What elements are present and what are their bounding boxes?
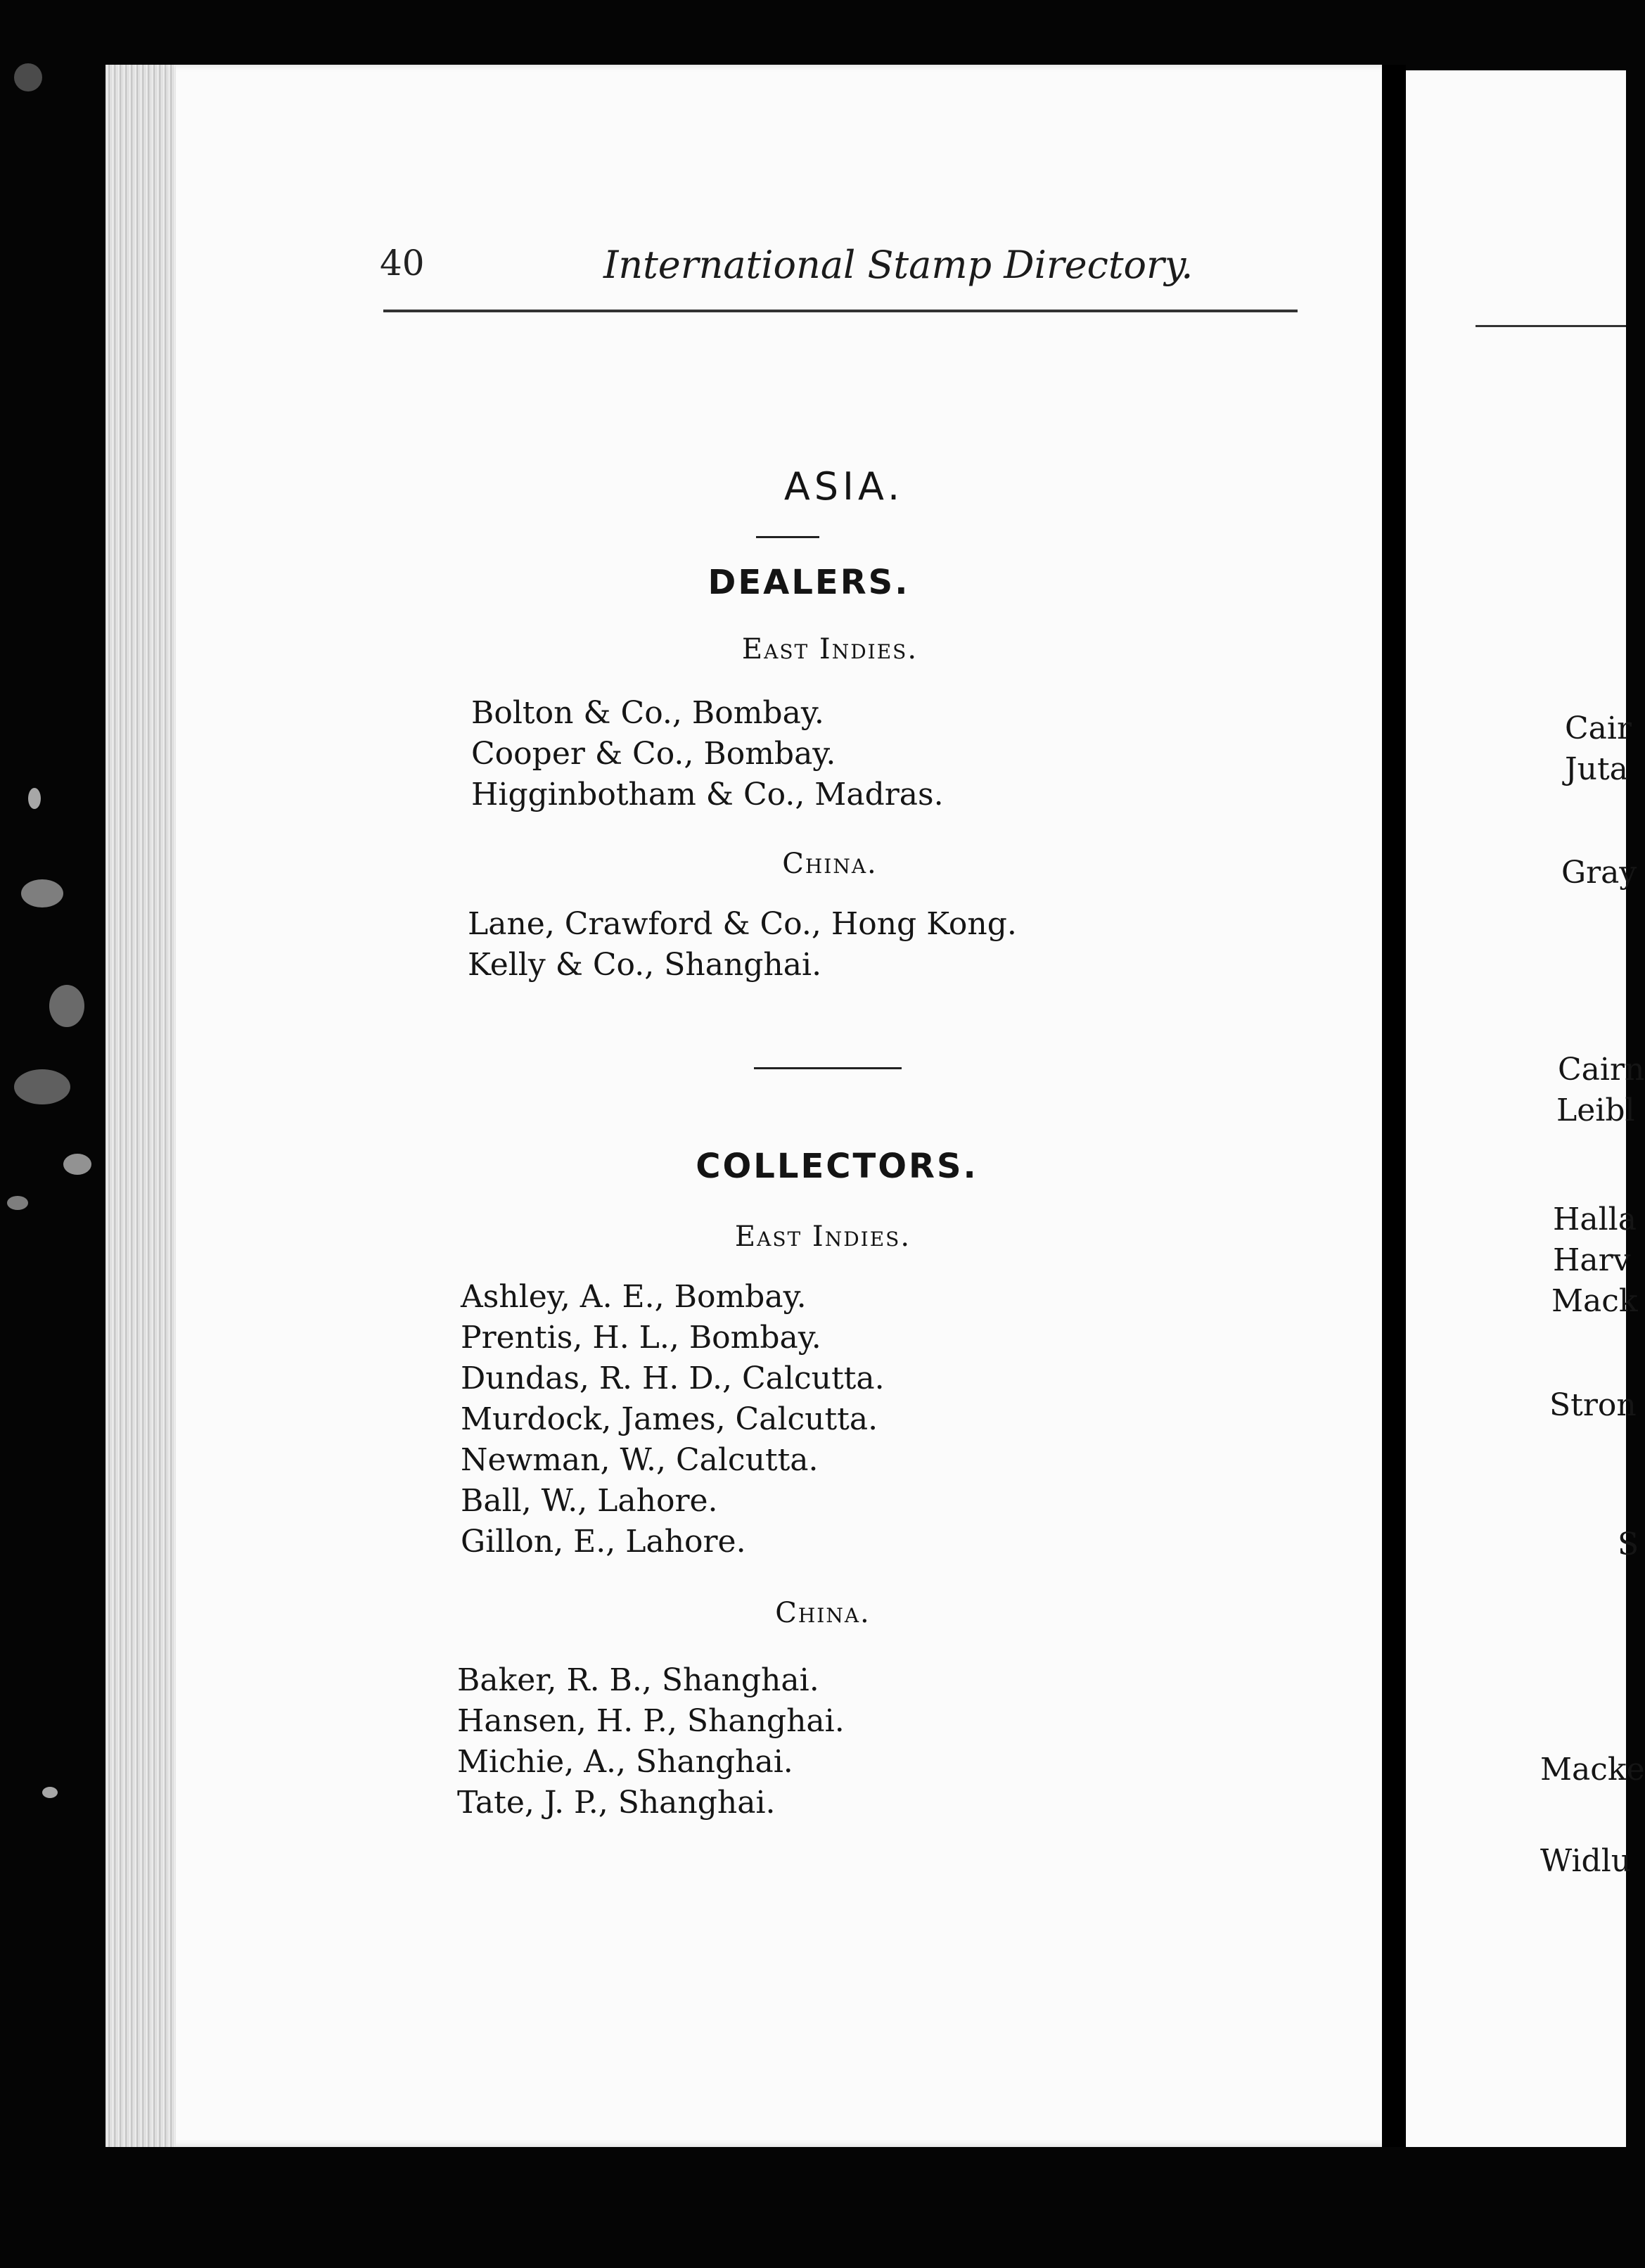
region-title: ASIA. bbox=[783, 464, 904, 509]
section-divider bbox=[754, 1067, 902, 1069]
right-page-fragment: Cairn bbox=[1558, 1052, 1645, 1088]
page-number: 40 bbox=[380, 243, 425, 284]
background-speckle bbox=[7, 1196, 28, 1210]
right-page-fragment: Halla bbox=[1553, 1202, 1637, 1237]
right-page-fragment: Gray bbox=[1561, 855, 1637, 891]
right-page-fragment: Cair bbox=[1565, 711, 1632, 746]
list-item: Gillon, E., Lahore. bbox=[461, 1524, 746, 1560]
list-item: Cooper & Co., Bombay. bbox=[471, 736, 836, 772]
list-item: Hansen, H. P., Shanghai. bbox=[457, 1703, 845, 1739]
page-edge-stack bbox=[105, 65, 176, 2147]
right-page-fragment: Widlu bbox=[1540, 1843, 1632, 1879]
list-item: Ball, W., Lahore. bbox=[461, 1483, 718, 1519]
running-title: International Stamp Directory. bbox=[603, 243, 1193, 287]
background-speckle bbox=[49, 985, 84, 1027]
list-item: Ashley, A. E., Bombay. bbox=[461, 1279, 807, 1315]
list-item: Bolton & Co., Bombay. bbox=[471, 695, 824, 731]
background-speckle bbox=[14, 1069, 70, 1104]
left-page bbox=[105, 65, 1382, 2147]
collectors-heading: COLLECTORS. bbox=[696, 1147, 978, 1186]
right-page-fragment: S bbox=[1618, 1527, 1639, 1562]
bottom-background bbox=[105, 2147, 1626, 2268]
background-speckle bbox=[63, 1154, 91, 1175]
right-page-fragment: Stron bbox=[1549, 1387, 1637, 1423]
right-page-fragment: Macke bbox=[1540, 1752, 1645, 1788]
background-speckle bbox=[42, 1787, 58, 1798]
list-item: Dundas, R. H. D., Calcutta. bbox=[461, 1361, 885, 1396]
list-item: Prentis, H. L., Bombay. bbox=[461, 1320, 821, 1356]
running-head bbox=[380, 243, 1294, 306]
header-rule bbox=[383, 310, 1298, 312]
book-gutter bbox=[1382, 65, 1406, 2161]
list-item: Baker, R. B., Shanghai. bbox=[457, 1662, 819, 1698]
collectors-east-indies-subheading: East Indies. bbox=[734, 1221, 911, 1253]
title-rule bbox=[756, 536, 819, 538]
right-page-fragment: Mack bbox=[1551, 1283, 1638, 1319]
right-page-fragment: Harv bbox=[1553, 1242, 1631, 1278]
list-item: Newman, W., Calcutta. bbox=[461, 1442, 819, 1478]
list-item: Higginbotham & Co., Madras. bbox=[471, 777, 944, 813]
right-page-header-rule bbox=[1476, 325, 1626, 327]
right-page-fragment: Juta bbox=[1565, 751, 1628, 787]
list-item: Lane, Crawford & Co., Hong Kong. bbox=[468, 906, 1017, 942]
background-speckle bbox=[28, 788, 41, 809]
right-page-fragment: Leibl bbox=[1556, 1092, 1635, 1128]
background-speckle bbox=[21, 879, 63, 907]
list-item: Tate, J. P., Shanghai. bbox=[457, 1785, 776, 1821]
dealers-china-list bbox=[468, 904, 1017, 986]
list-item: Michie, A., Shanghai. bbox=[457, 1744, 793, 1780]
dealers-heading: DEALERS. bbox=[708, 563, 910, 602]
background-speckle bbox=[14, 63, 42, 91]
list-item: Kelly & Co., Shanghai. bbox=[468, 947, 822, 983]
collectors-china-subheading: China. bbox=[775, 1597, 871, 1629]
dealers-east-indies-list bbox=[471, 693, 944, 815]
dealers-china-subheading: China. bbox=[782, 848, 878, 880]
collectors-east-indies-list bbox=[461, 1277, 885, 1562]
list-item: Murdock, James, Calcutta. bbox=[461, 1401, 878, 1437]
dealers-east-indies-subheading: East Indies. bbox=[741, 633, 918, 665]
collectors-china-list bbox=[457, 1660, 845, 1823]
